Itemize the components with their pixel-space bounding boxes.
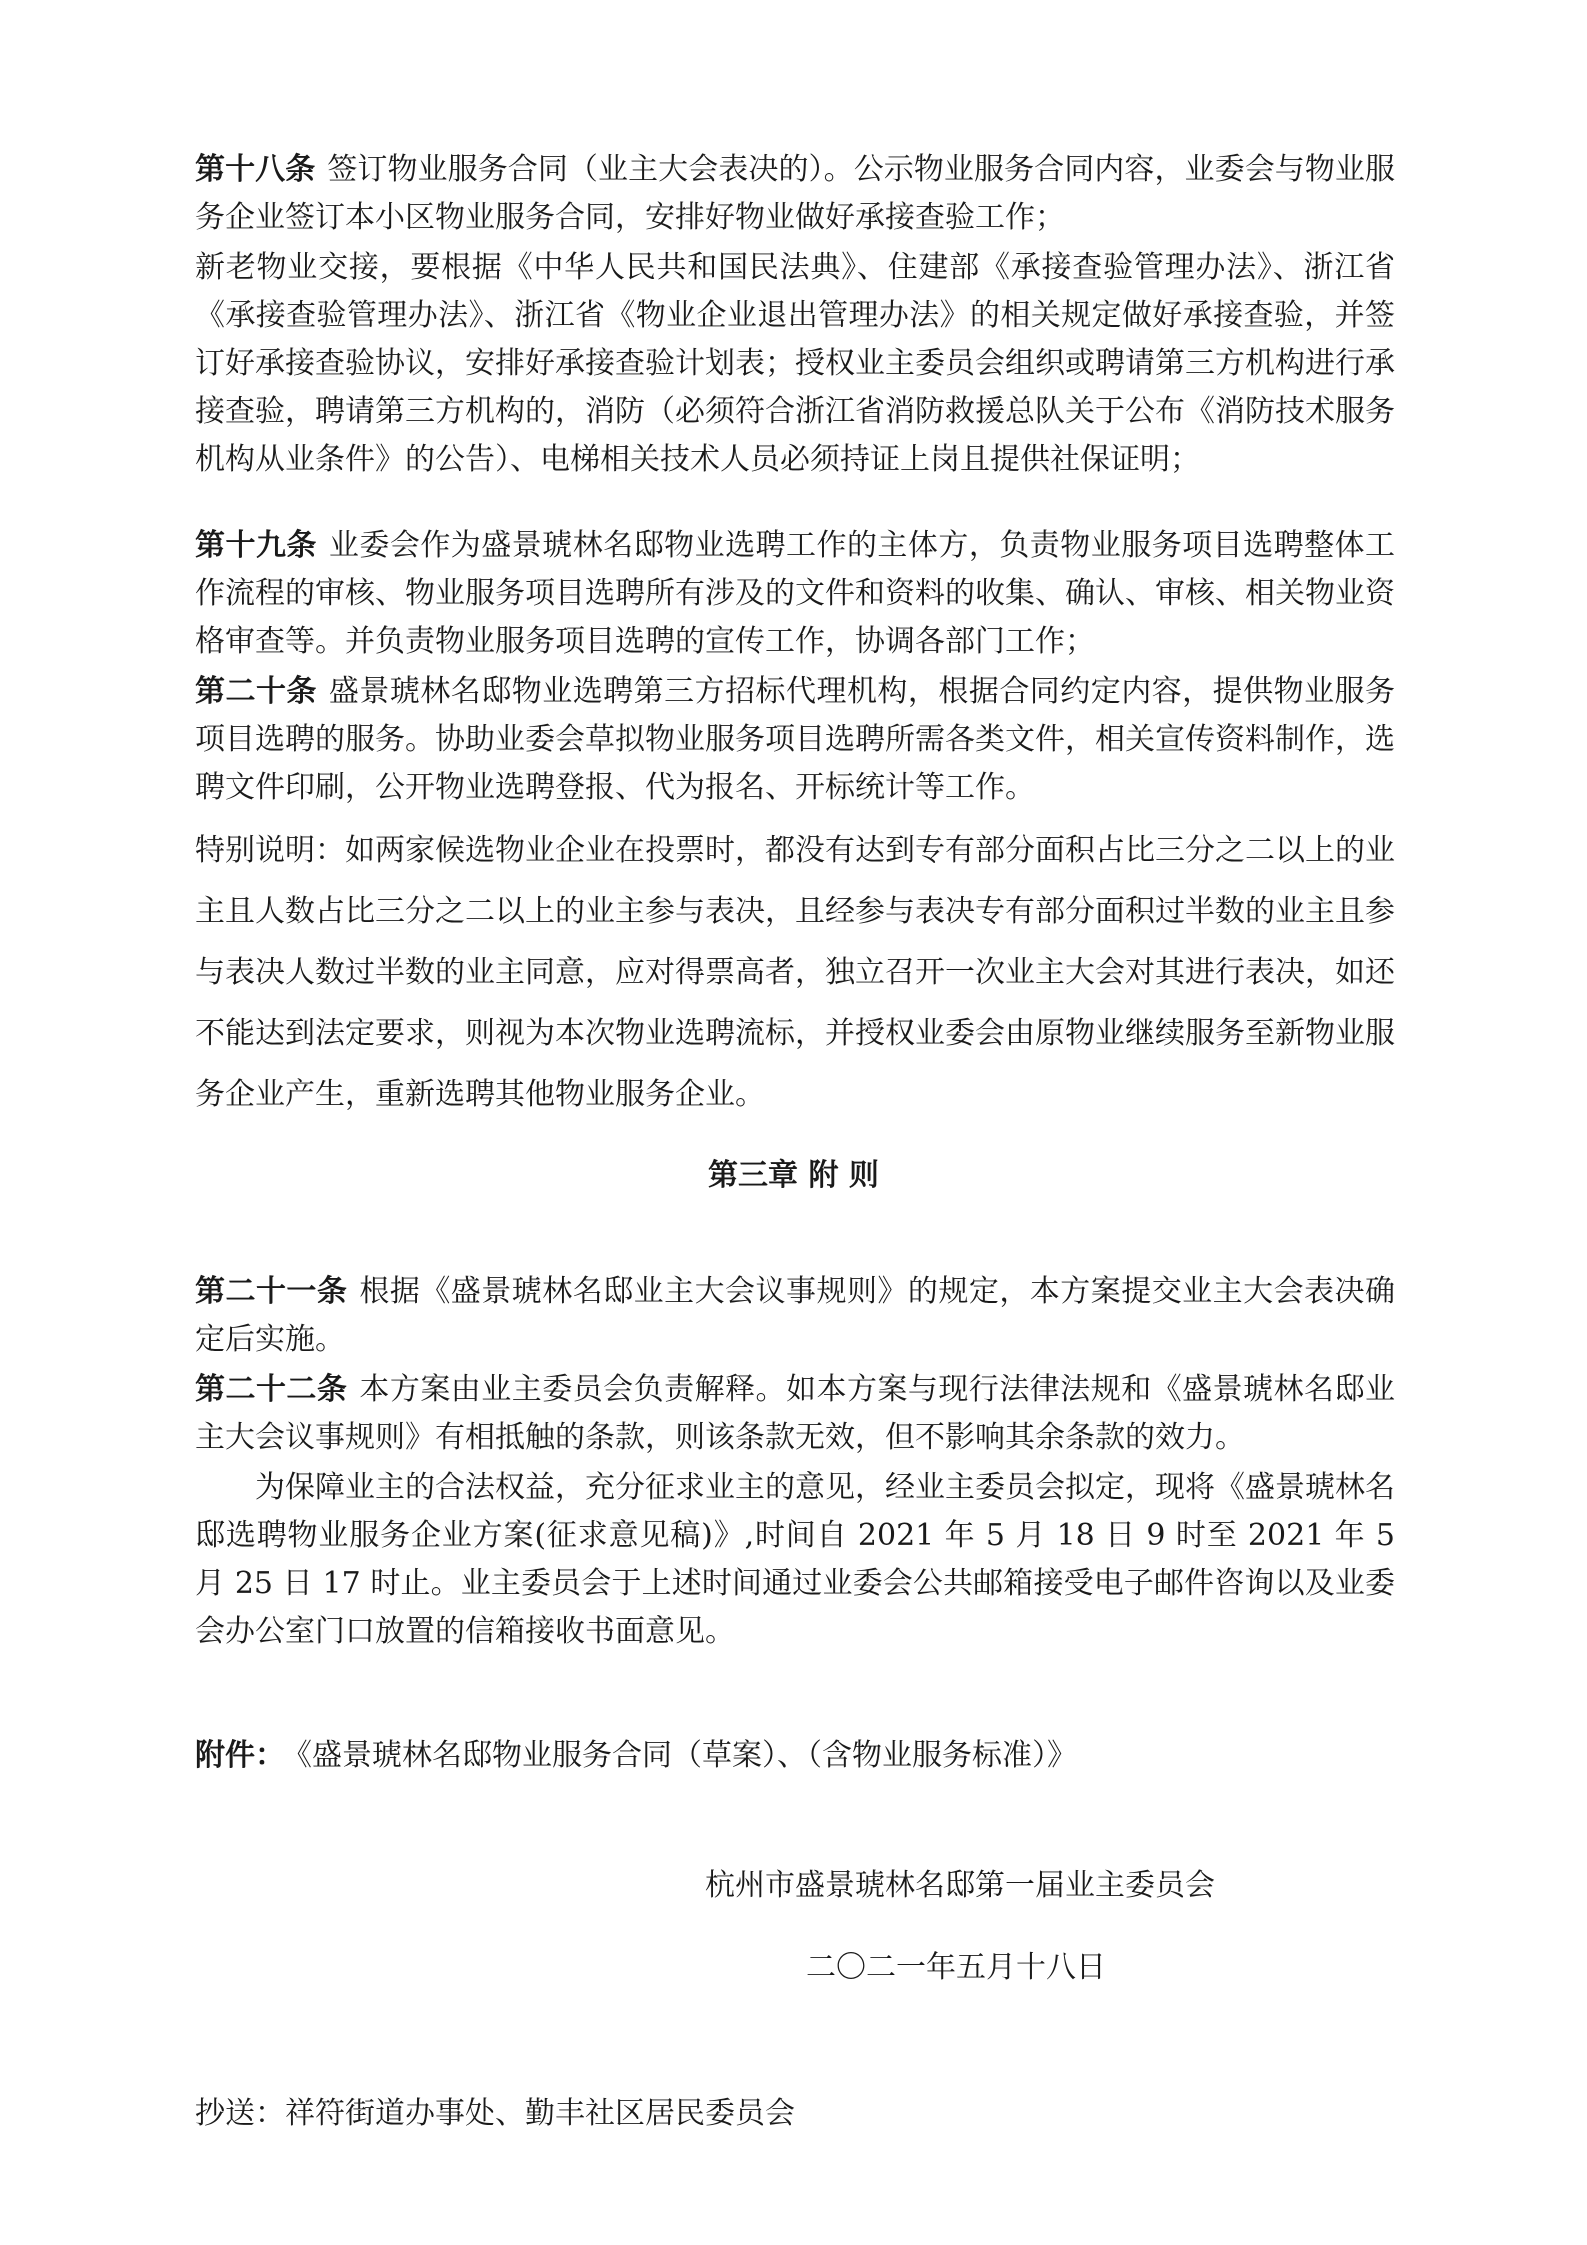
article-18-text: 签订物业服务合同（业主大会表决的）。公示物业服务合同内容，业委会与物业服务企业签订本小区物业服务合同，安排好物业做好承接查验工作； (195, 152, 1396, 235)
chapter-3-title: 第三章 附 则 (708, 1158, 879, 1193)
article-19-text: 业委会作为盛景琥林名邸物业选聘工作的主体方，负责物业服务项目选聘整体工作流程的审核、物业服务项目选聘所有涉及的文件和资料的收集、确认、审核、相关物业资格审查等。并负责物业服务项目选聘的宣传工作，协调各部门工作； (195, 528, 1396, 659)
article-21-label: 第二十一条 (195, 1274, 348, 1309)
article-18-label: 第十八条 (195, 152, 316, 187)
signature-date: 二〇二一年五月十八日 (806, 1950, 1106, 1985)
article-22-text: 本方案由业主委员会负责解释。如本方案与现行法律法规和《盛景琥林名邸业主大会议事规则》有相抵触的条款，则该条款无效，但不影响其余条款的效力。 (195, 1372, 1396, 1455)
consultation-paragraph: 为保障业主的合法权益，充分征求业主的意见，经业主委员会拟定，现将《盛景琥林名邸选聘物业服务企业方案(征求意见稿)》,时间自 2021 年 5 月 18 日 9 时至 2021 年 5 月 25 日 17 时止。业主委员会于上述时间通过业委会公共邮箱接受电子邮件咨询以及业委会办公室门口放置的信箱接收书面意见。 (195, 1470, 1395, 1649)
article-18 (195, 146, 1395, 242)
article-20-text: 盛景琥林名邸物业选聘第三方招标代理机构，根据合同约定内容，提供物业服务项目选聘的服务。协助业委会草拟物业服务项目选聘所需各类文件，相关宣传资料制作，选聘文件印刷，公开物业选聘登报、代为报名、开标统计等工作。 (195, 674, 1396, 805)
article-19 (195, 522, 1395, 666)
attachment-label: 附件： (195, 1738, 285, 1773)
attachment-line (195, 1732, 1395, 1780)
article-21 (195, 1268, 1395, 1364)
article-22 (195, 1366, 1395, 1462)
special-note: 特别说明：如两家候选物业企业在投票时，都没有达到专有部分面积占比三分之二以上的业主且人数占比三分之二以上的业主参与表决，且经参与表决专有部分面积过半数的业主且参与表决人数过半数的业主同意，应对得票高者，独立召开一次业主大会对其进行表决，如还不能达到法定要求，则视为本次物业选聘流标，并授权业委会由原物业继续服务至新物业服务企业产生，重新选聘其他物业服务企业。 (195, 833, 1395, 1112)
signature-org: 杭州市盛景琥林名邸第一届业主委员会 (705, 1868, 1215, 1903)
article-20 (195, 668, 1395, 812)
article-20-label: 第二十条 (195, 674, 317, 709)
cc-line: 抄送：祥符街道办事处、勤丰社区居民委员会 (195, 2096, 795, 2131)
article-22-label: 第二十二条 (195, 1372, 348, 1407)
article-21-text: 根据《盛景琥林名邸业主大会议事规则》的规定，本方案提交业主大会表决确定后实施。 (195, 1274, 1396, 1357)
attachment-text: 《盛景琥林名邸物业服务合同（草案）、（含物业服务标准）》 (297, 1738, 1077, 1773)
article-19-label: 第十九条 (195, 528, 317, 563)
handover-paragraph: 新老物业交接，要根据《中华人民共和国民法典》、住建部《承接查验管理办法》、浙江省《承接查验管理办法》、浙江省《物业企业退出管理办法》的相关规定做好承接查验，并签订好承接查验协议，安排好承接查验计划表；授权业主委员会组织或聘请第三方机构进行承接查验，聘请第三方机构的，消防（必须符合浙江省消防救援总队关于公布《消防技术服务机构从业条件》的公告）、电梯相关技术人员必须持证上岗且提供社保证明； (195, 250, 1395, 477)
